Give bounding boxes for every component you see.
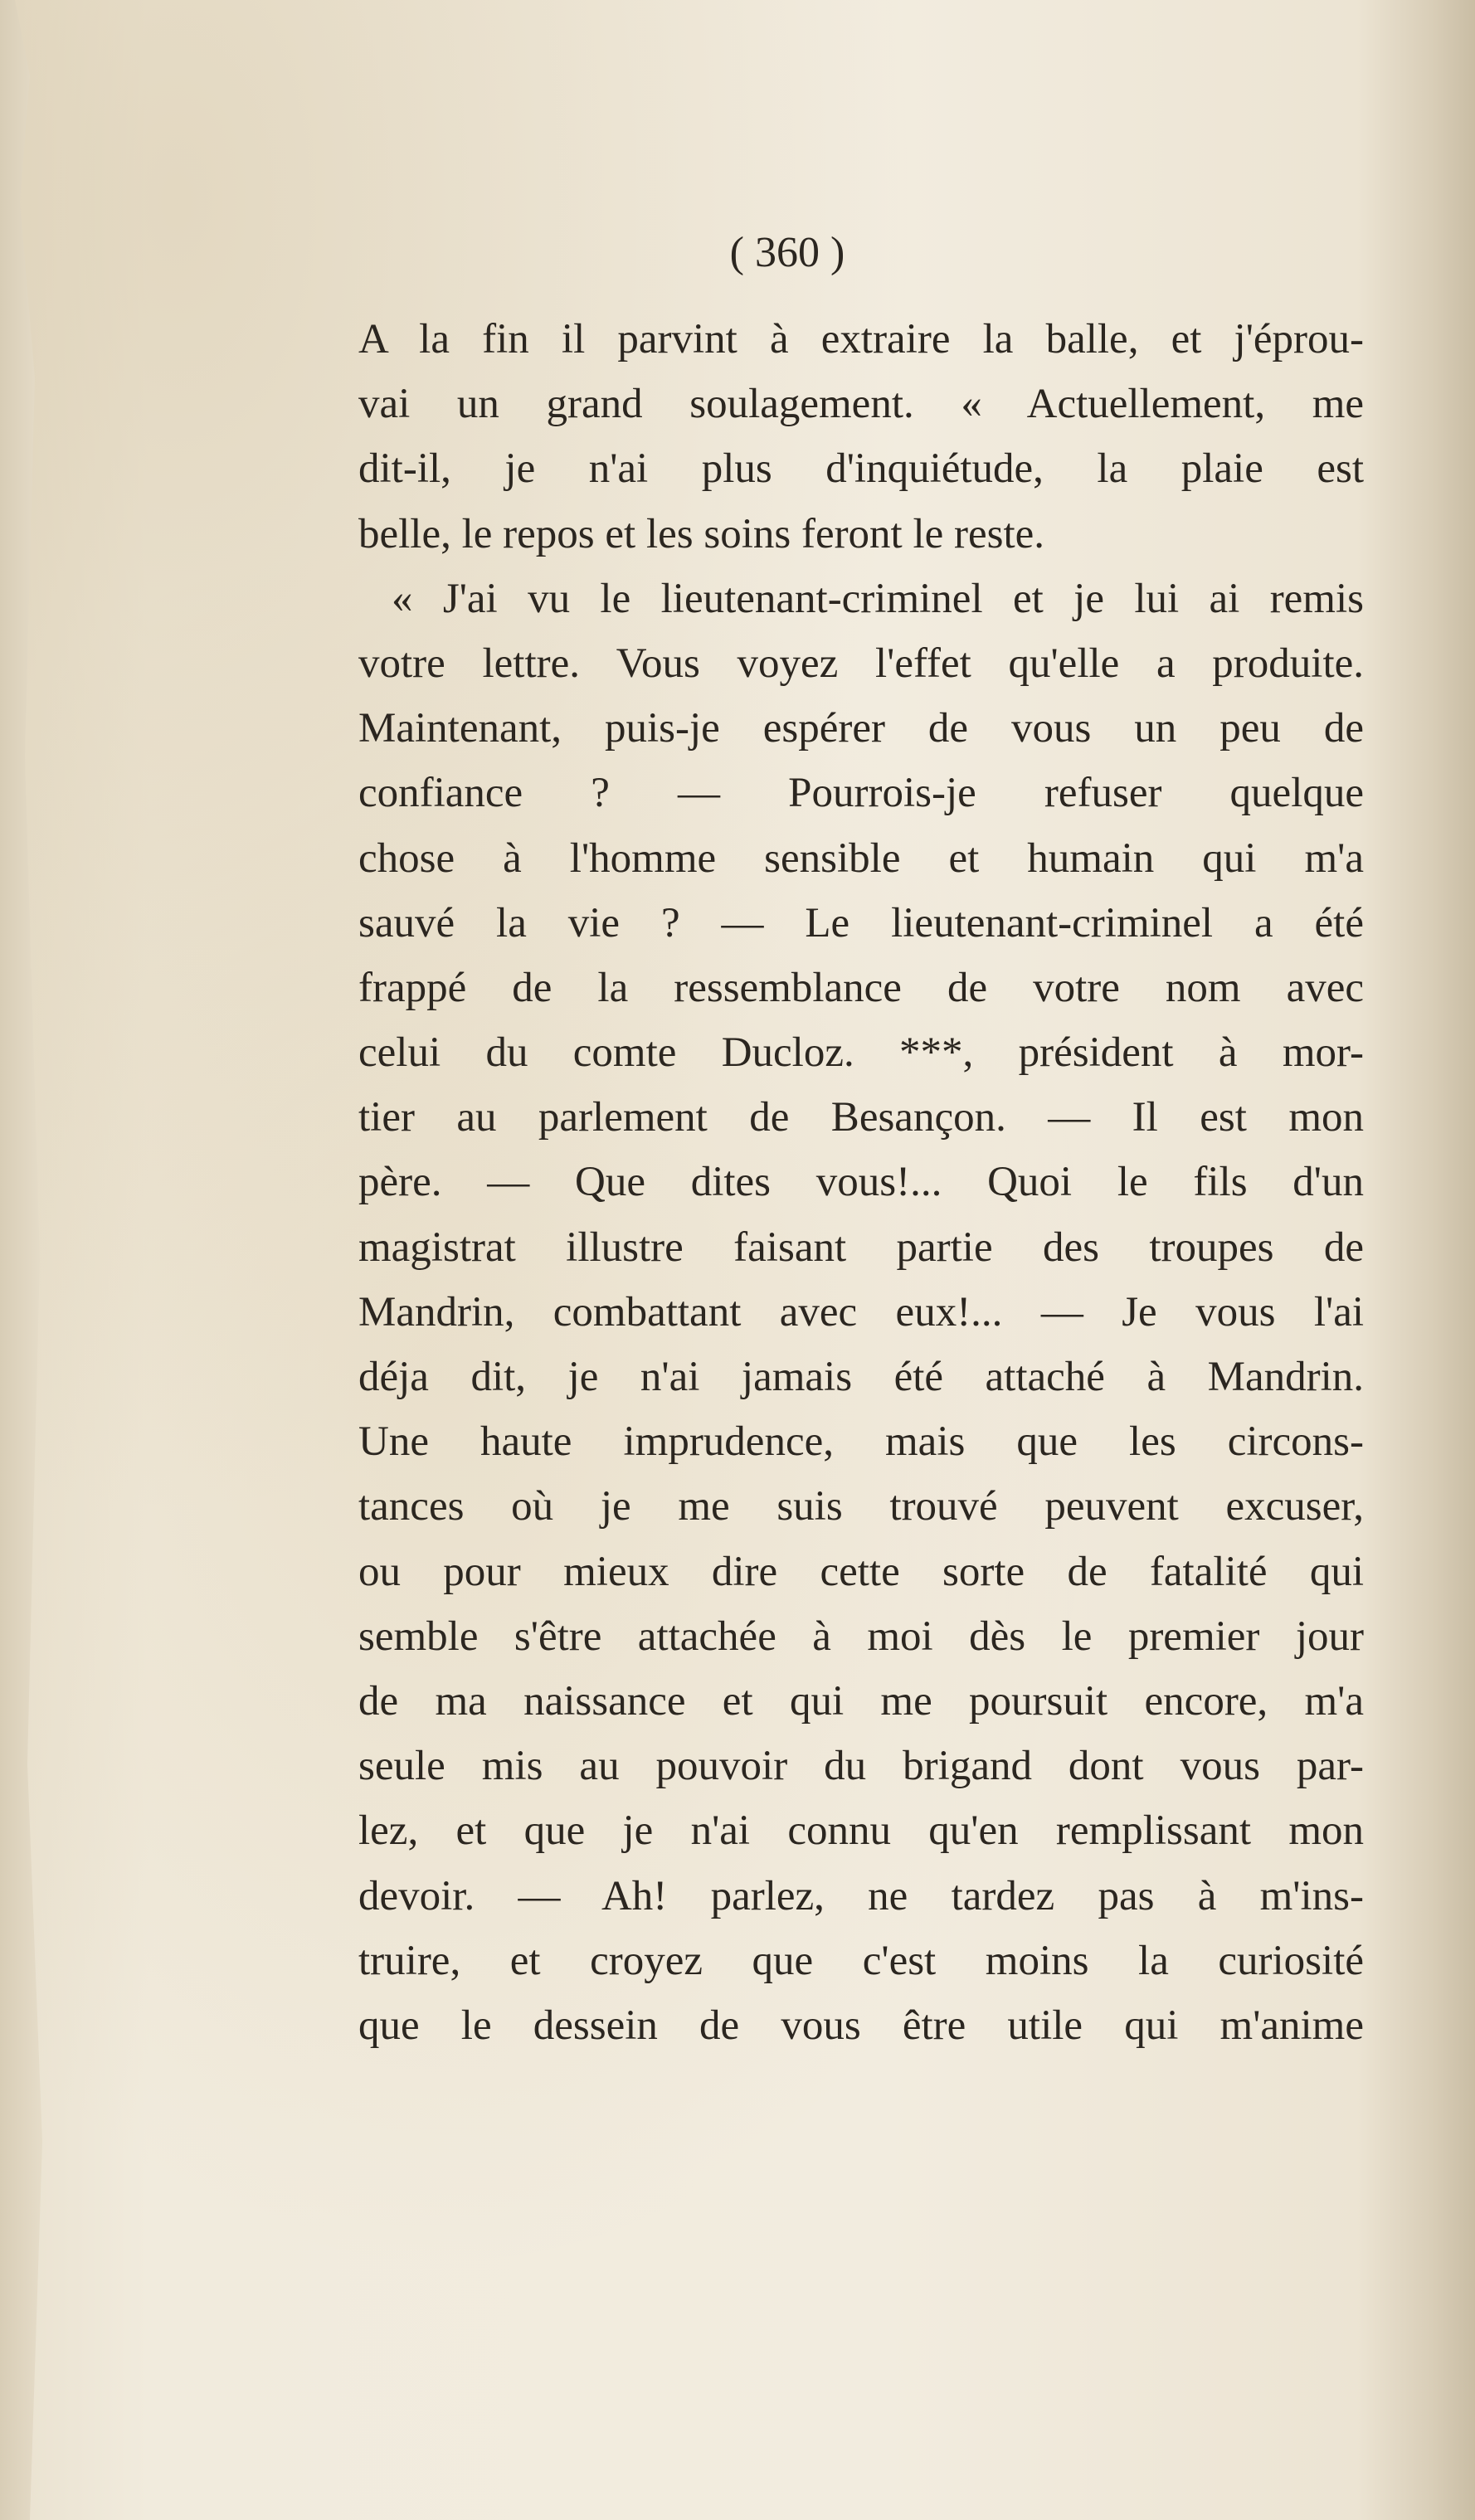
text-line: ou pour mieux dire cette sorte de fatalité qui <box>358 1548 1364 1595</box>
page-number: ( 360 ) <box>729 229 845 276</box>
text-line: seule mis au pouvoir du brigand dont vous par- <box>358 1743 1364 1790</box>
text-line: de ma naissance et qui me poursuit encore, m'a <box>358 1677 1364 1725</box>
text-line: Une haute imprudence, mais que les circons- <box>358 1418 1364 1466</box>
text-line: tances où je me suis trouvé peuvent excuser, <box>358 1483 1364 1530</box>
torn-page-edge <box>0 0 50 2520</box>
text-line: belle, le repos et les soins feront le reste. <box>358 510 1045 557</box>
text-line: Mandrin, combattant avec eux!... — Je vous l'ai <box>358 1288 1364 1335</box>
text-line: devoir. — Ah! parlez, ne tardez pas à m'ins- <box>358 1872 1364 1919</box>
text-line: dit-il, je n'ai plus d'inquiétude, la plaie est <box>358 445 1364 493</box>
text-line: sauvé la vie ? — Le lieutenant-criminel a été <box>358 899 1364 946</box>
text-line: lez, et que je n'ai connu qu'en remplissant mon <box>358 1807 1364 1855</box>
text-line: vai un grand soulagement. « Actuellement, me <box>358 381 1364 428</box>
text-line: semble s'être attachée à moi dès le premier jour <box>358 1613 1364 1660</box>
text-line: père. — Que dites vous!... Quoi le fils d'un <box>358 1159 1364 1206</box>
text-line: A la fin il parvint à extraire la balle, et j'éprou- <box>358 316 1364 362</box>
text-line: votre lettre. Vous voyez l'effet qu'elle a produite. <box>358 640 1364 687</box>
text-line: frappé de la ressemblance de votre nom avec <box>358 964 1364 1011</box>
text-line: confiance ? — Pourrois-je refuser quelque <box>358 770 1364 817</box>
text-line: tier au parlement de Besançon. — Il est mon <box>358 1094 1364 1141</box>
text-line: chose à l'homme sensible et humain qui m'a <box>358 834 1364 882</box>
text-line: « J'ai vu le lieutenant-criminel et je lui ai remis <box>392 575 1364 622</box>
text-line: Maintenant, puis-je espérer de vous un peu de <box>358 705 1364 752</box>
text-line: truire, et croyez que c'est moins la curiosité <box>358 1937 1364 1984</box>
text-line: déja dit, je n'ai jamais été attaché à Mandrin. <box>358 1354 1364 1400</box>
text-line: celui du comte Ducloz. ***, président à mor- <box>358 1029 1364 1077</box>
text-line: que le dessein de vous être utile qui m'anime <box>358 2002 1364 2049</box>
text-line: magistrat illustre faisant partie des troupes de <box>358 1224 1364 1271</box>
body-text <box>358 307 1364 2058</box>
